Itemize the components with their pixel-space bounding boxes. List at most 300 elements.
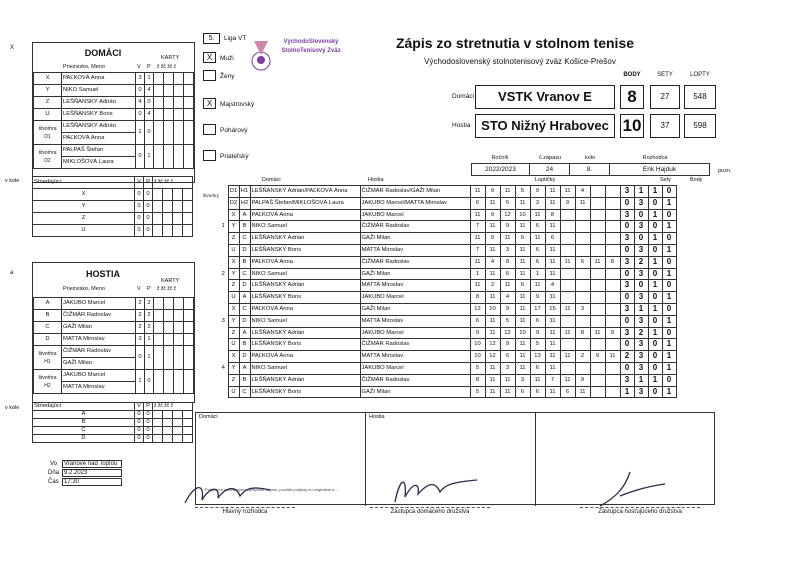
set-score: 11	[560, 351, 575, 363]
set-score	[560, 292, 575, 304]
set-score: 6	[500, 268, 515, 280]
home-side-mark: X	[10, 45, 15, 51]
sub-wins: 0	[135, 225, 144, 237]
home-match-point: 1	[648, 209, 662, 221]
away-notes-label: Hostia	[369, 414, 385, 420]
set-score: 8	[545, 209, 560, 221]
set-score: 3	[515, 374, 530, 386]
set-score: 11	[575, 197, 590, 209]
card-cell	[154, 145, 164, 169]
round-label: kolo	[584, 155, 596, 161]
home-subs-header	[33, 177, 193, 189]
set-score	[575, 362, 590, 374]
sub-losses: 0	[144, 213, 153, 225]
away-player-row	[34, 298, 194, 310]
away-sets-won: 0	[634, 233, 648, 245]
friendly-checkbox[interactable]	[203, 150, 216, 161]
women-checkbox[interactable]	[203, 70, 216, 81]
away-sets-won: 3	[634, 197, 648, 209]
card-cell	[154, 73, 164, 85]
card-cell	[154, 310, 164, 322]
round-number: 2	[221, 270, 225, 277]
match-away-player: GAŽI Milan	[360, 233, 470, 245]
match-home-player: PAĽKOVÁ Anna	[250, 209, 360, 221]
away-match-point: 1	[662, 339, 676, 351]
set-score	[560, 244, 575, 256]
card-cell	[174, 73, 184, 85]
card-cell	[163, 411, 173, 419]
union-logo	[250, 33, 272, 73]
set-score: 4	[545, 280, 560, 292]
away-won-header: V	[137, 286, 141, 292]
away-rep-sign-line	[580, 507, 700, 508]
home-sets-won: 3	[620, 233, 634, 245]
player-letter: D	[34, 334, 62, 346]
set-score	[560, 280, 575, 292]
match-home-player: PAĽKOVÁ Anna	[250, 256, 360, 268]
card-cell	[163, 213, 173, 225]
women-label: Ženy	[220, 73, 235, 80]
match-row	[219, 268, 676, 280]
away-match-point: 1	[662, 292, 676, 304]
set-score	[575, 268, 590, 280]
card-cell	[163, 427, 173, 435]
away-cards-label: KARTY	[161, 278, 180, 284]
away-match-point: 1	[662, 315, 676, 327]
home-sets-won: 0	[620, 197, 634, 209]
away-match-point: 0	[662, 256, 676, 268]
set-score	[590, 386, 605, 398]
set-score: 5	[470, 386, 485, 398]
set-score: 11	[545, 339, 560, 351]
away-subs-header	[33, 403, 193, 411]
set-score: 9	[605, 327, 620, 339]
card-cell	[154, 121, 164, 145]
round-number	[219, 351, 228, 363]
match-away-player: MATTA Miroslav	[360, 280, 470, 292]
set-score: 11	[545, 197, 560, 209]
set-score	[590, 339, 605, 351]
set-score	[605, 280, 620, 292]
away-match-point: 1	[662, 197, 676, 209]
set-score: 3	[500, 362, 515, 374]
sub-wins: 0	[135, 419, 144, 427]
set-score: 11	[485, 362, 500, 374]
referee-label: Rozhodca	[642, 155, 668, 161]
set-score: 11	[545, 327, 560, 339]
player-wins: 3	[136, 334, 145, 346]
set-score	[605, 315, 620, 327]
home-player-row	[34, 85, 194, 97]
set-score	[590, 362, 605, 374]
home-match-point: 0	[648, 221, 662, 233]
home-sub-round-label: v kole	[5, 178, 20, 184]
player-wins: 2	[136, 310, 145, 322]
card-cell	[154, 97, 164, 109]
away-match-point: 0	[662, 327, 676, 339]
set-score	[560, 268, 575, 280]
home-player-letter: U	[228, 339, 239, 351]
set-score: 11	[470, 209, 485, 221]
round-number	[219, 209, 228, 221]
set-score: 9	[530, 327, 545, 339]
set-score: 17	[530, 303, 545, 315]
sub-losses: 0	[144, 225, 153, 237]
round-number: 4	[221, 364, 225, 371]
card-cell	[153, 201, 163, 213]
away-player-letter: B	[239, 374, 250, 386]
doubles-wins: 1	[136, 370, 145, 394]
set-score: 11	[485, 221, 500, 233]
round-number	[219, 339, 228, 351]
set-score: 11	[545, 386, 560, 398]
home-match-point: 1	[648, 303, 662, 315]
card-cell	[174, 322, 184, 334]
set-score: 11	[500, 280, 515, 292]
card-cell	[174, 145, 184, 169]
set-score: 9	[530, 292, 545, 304]
card-cell	[173, 427, 183, 435]
home-player-letter: Y	[228, 268, 239, 280]
away-sub-row	[33, 419, 193, 427]
home-sets-won: 0	[620, 362, 634, 374]
set-score: 7	[470, 244, 485, 256]
cup-label: Pohárový	[220, 127, 248, 134]
men-checkbox[interactable]: X	[203, 52, 216, 63]
player-losses: 1	[145, 334, 154, 346]
card-cell	[184, 334, 194, 346]
card-cell	[174, 310, 184, 322]
set-score: 6	[515, 280, 530, 292]
sub-wins: 0	[135, 213, 144, 225]
set-score	[590, 315, 605, 327]
card-cell	[153, 189, 163, 201]
away-match-point: 0	[662, 209, 676, 221]
sub-wins: 0	[135, 435, 144, 443]
away-sets-won: 3	[634, 292, 648, 304]
match-away-player: MATTA Miroslav	[360, 244, 470, 256]
away-player-letter: D	[239, 351, 250, 363]
set-score: 11	[605, 351, 620, 363]
card-cell	[183, 435, 193, 443]
sub-wins: 0	[135, 201, 144, 213]
card-cell	[173, 435, 183, 443]
matches-points-header: Body	[690, 177, 703, 183]
set-score	[590, 186, 605, 198]
card-cell	[183, 225, 193, 237]
sets-header: SETY	[657, 72, 673, 78]
cup-checkbox[interactable]	[203, 124, 216, 135]
card-cell	[184, 85, 194, 97]
home-match-point: 1	[648, 233, 662, 245]
match-away-player: JAKUBO Marcel	[360, 209, 470, 221]
union-logo-text: VýchodoSlovenský StolnoTenisový Zväz	[281, 39, 341, 54]
set-score: 9	[530, 186, 545, 198]
set-score: 9	[500, 339, 515, 351]
set-score: 11	[515, 244, 530, 256]
card-cell	[164, 85, 174, 97]
round-number	[219, 303, 228, 315]
match-away-player: ČIŽMÁR Radoslav	[360, 339, 470, 351]
set-score: 6	[530, 386, 545, 398]
match-home-player: PAĽKOVÁ Anna	[250, 303, 360, 315]
set-score	[590, 209, 605, 221]
away-player-letter: C	[239, 303, 250, 315]
home-doubles-row	[34, 121, 194, 133]
set-score: 6	[560, 386, 575, 398]
match-home-player: NIKO Samuel	[250, 315, 360, 327]
home-sets-won: 3	[620, 327, 634, 339]
away-sets-won: 1	[634, 303, 648, 315]
set-score: 11	[560, 327, 575, 339]
match-away-player: ČIŽMÁR Radoslav/GAŽI Milan	[360, 186, 470, 198]
set-score: 9	[500, 221, 515, 233]
doubles-losses: 1	[145, 145, 154, 169]
league-label: Liga VT	[224, 35, 247, 42]
away-player-letter: C	[239, 386, 250, 398]
set-score: 11	[500, 386, 515, 398]
sub-letter: U	[33, 225, 135, 237]
player-name: GAŽI Milan	[62, 322, 136, 334]
away-sets-won: 0	[634, 209, 648, 221]
home-player-row	[34, 73, 194, 85]
set-score: 6	[530, 256, 545, 268]
away-balls: 598	[684, 114, 716, 138]
set-score: 13	[530, 351, 545, 363]
card-cell	[153, 427, 163, 435]
away-match-point: 0	[662, 374, 676, 386]
home-match-point: 1	[648, 256, 662, 268]
away-cards-cols: ž žč žč č	[157, 286, 177, 292]
match-away-player: GAŽI Milan	[360, 386, 470, 398]
set-score: 9	[560, 197, 575, 209]
subs-won-header: V	[135, 177, 144, 189]
set-score: 3	[575, 303, 590, 315]
set-score: 4	[485, 256, 500, 268]
set-score: 10	[470, 339, 485, 351]
away-sub-row	[33, 411, 193, 419]
match-row	[219, 327, 676, 339]
set-score: 12	[500, 209, 515, 221]
round-number	[219, 280, 228, 292]
home-player-letter: X	[228, 209, 239, 221]
away-match-point: 0	[662, 233, 676, 245]
set-score	[560, 209, 575, 221]
set-score: 6	[530, 315, 545, 327]
card-cell	[174, 121, 184, 145]
card-cell	[164, 346, 174, 370]
union-name: Východoslovenský stolnotenisový zväz Košice-Prešov	[424, 57, 616, 66]
set-score: 11	[515, 351, 530, 363]
set-score: 11	[515, 292, 530, 304]
home-player-row	[34, 109, 194, 121]
card-cell	[164, 322, 174, 334]
card-cell	[184, 322, 194, 334]
home-cards-cols: ž žč žč č	[157, 64, 177, 70]
card-cell	[173, 225, 183, 237]
player-letter: C	[34, 322, 62, 334]
set-score: 11	[530, 209, 545, 221]
set-score	[560, 233, 575, 245]
matches-away-header: Hostia	[368, 177, 384, 183]
set-score	[605, 244, 620, 256]
player-name: MATTA Miroslav	[62, 334, 136, 346]
set-score: 8	[605, 256, 620, 268]
set-score	[590, 244, 605, 256]
card-cell	[184, 121, 194, 145]
round-number: 3	[221, 317, 225, 324]
away-match-point: 1	[662, 221, 676, 233]
away-player-letter: H1	[239, 186, 250, 198]
card-cell	[164, 109, 174, 121]
card-cell	[153, 411, 163, 419]
player-name: PAĽKOVÁ Anna	[62, 73, 136, 85]
card-cell	[183, 419, 193, 427]
home-player-letter: X	[228, 351, 239, 363]
place-value: Vranove nad Topľou	[62, 460, 122, 468]
player-losses: 0	[145, 97, 154, 109]
home-match-point: 0	[648, 339, 662, 351]
set-score: 12	[485, 351, 500, 363]
home-won-header: V	[137, 64, 141, 70]
player-losses: 4	[145, 85, 154, 97]
doubles-label: štvorhra H1	[34, 346, 62, 370]
set-score: 11	[470, 256, 485, 268]
away-label: Hostia	[452, 122, 471, 129]
set-score: 9	[485, 233, 500, 245]
set-score: 2	[485, 280, 500, 292]
player-letter: A	[34, 298, 62, 310]
set-score: 11	[545, 256, 560, 268]
card-cell	[164, 121, 174, 145]
player-wins: 4	[136, 97, 145, 109]
round-number	[219, 197, 228, 209]
set-score: 6	[470, 197, 485, 209]
set-score: 11	[515, 197, 530, 209]
set-score: 11	[485, 197, 500, 209]
sub-wins: 0	[135, 189, 144, 201]
home-sets-won: 3	[620, 303, 634, 315]
player-letter: X	[34, 73, 62, 85]
subs-cards-header: ž žč žč č	[153, 403, 193, 411]
round-number	[219, 327, 228, 339]
set-score	[605, 221, 620, 233]
home-doubles-row	[34, 145, 194, 157]
set-score	[575, 209, 590, 221]
set-score: 12	[485, 339, 500, 351]
meta-table	[471, 163, 710, 176]
card-cell	[164, 298, 174, 310]
away-match-point: 1	[662, 244, 676, 256]
home-player-letter: Z	[228, 327, 239, 339]
set-score: 11	[590, 256, 605, 268]
set-score	[605, 197, 620, 209]
match-home-player: LEŠŇANSKÝ Adrián	[250, 327, 360, 339]
away-sets-won: 3	[634, 339, 648, 351]
set-score	[575, 233, 590, 245]
away-player-letter: D	[239, 244, 250, 256]
match-row	[219, 197, 676, 209]
set-score	[575, 339, 590, 351]
set-score	[605, 362, 620, 374]
match-home-player: NIKO Samuel	[250, 268, 360, 280]
match-row	[219, 186, 676, 198]
home-points: 8	[620, 85, 644, 109]
home-rep-caption: Zástupca domáceho družstva	[390, 509, 470, 515]
doubles-wins: 1	[136, 121, 145, 145]
set-score: 6	[530, 244, 545, 256]
home-player-letter: D1	[228, 186, 239, 198]
matches-home-header: Domáci	[262, 177, 281, 183]
league-checkbox[interactable]: X	[203, 98, 216, 109]
referee-value: Erik Hajduk	[610, 164, 710, 176]
sub-letter: Z	[33, 213, 135, 225]
home-sets-won: 3	[620, 186, 634, 198]
home-sets-won: 3	[620, 256, 634, 268]
match-away-player: MATTA Miroslav	[360, 351, 470, 363]
player-losses: 1	[145, 73, 154, 85]
sub-letter: A	[33, 411, 135, 419]
player-letter: B	[34, 310, 62, 322]
match-away-player: JAKUBO Marcel	[360, 327, 470, 339]
card-cell	[183, 201, 193, 213]
card-cell	[153, 225, 163, 237]
player-losses: 2	[145, 322, 154, 334]
doubles-player-a: JAKUBO Marcel	[62, 370, 136, 382]
card-cell	[174, 85, 184, 97]
card-cell	[184, 298, 194, 310]
away-players-table	[33, 297, 194, 394]
set-score	[605, 186, 620, 198]
match-away-player: JAKUBO Marcel/MATTA Miroslav	[360, 197, 470, 209]
home-match-point: 1	[648, 186, 662, 198]
home-player-letter: Y	[228, 315, 239, 327]
card-cell	[184, 346, 194, 370]
set-score: 11	[530, 233, 545, 245]
away-match-point: 1	[662, 268, 676, 280]
home-sets-won: 2	[620, 351, 634, 363]
away-sets-won: 2	[634, 256, 648, 268]
home-match-point: 0	[648, 351, 662, 363]
player-losses: 2	[145, 298, 154, 310]
player-name: ČIŽMÁR Radoslav	[62, 310, 136, 322]
player-letter: U	[34, 109, 62, 121]
subs-won-header: V	[135, 403, 144, 411]
set-score: 8	[500, 256, 515, 268]
card-cell	[183, 411, 193, 419]
set-score: 6	[530, 221, 545, 233]
match-home-player: LEŠŇANSKÝ Adrián	[250, 280, 360, 292]
away-roster	[32, 262, 195, 403]
away-sub-row	[33, 435, 193, 443]
set-score: 9	[485, 186, 500, 198]
set-score: 11	[515, 315, 530, 327]
away-sets-won: 3	[634, 221, 648, 233]
home-sets-won: 0	[620, 292, 634, 304]
match-home-player: LEŠŇANSKÝ Adrián	[250, 233, 360, 245]
set-score: 11	[515, 362, 530, 374]
away-player-letter: B	[239, 256, 250, 268]
card-cell	[163, 419, 173, 427]
set-score: 11	[485, 327, 500, 339]
set-score: 11	[500, 233, 515, 245]
player-wins: 0	[136, 109, 145, 121]
matches-sets-header: Sety	[660, 177, 672, 183]
round-number	[219, 256, 228, 268]
away-match-point: 0	[662, 186, 676, 198]
home-match-point: 0	[648, 268, 662, 280]
home-sets-won: 3	[620, 374, 634, 386]
